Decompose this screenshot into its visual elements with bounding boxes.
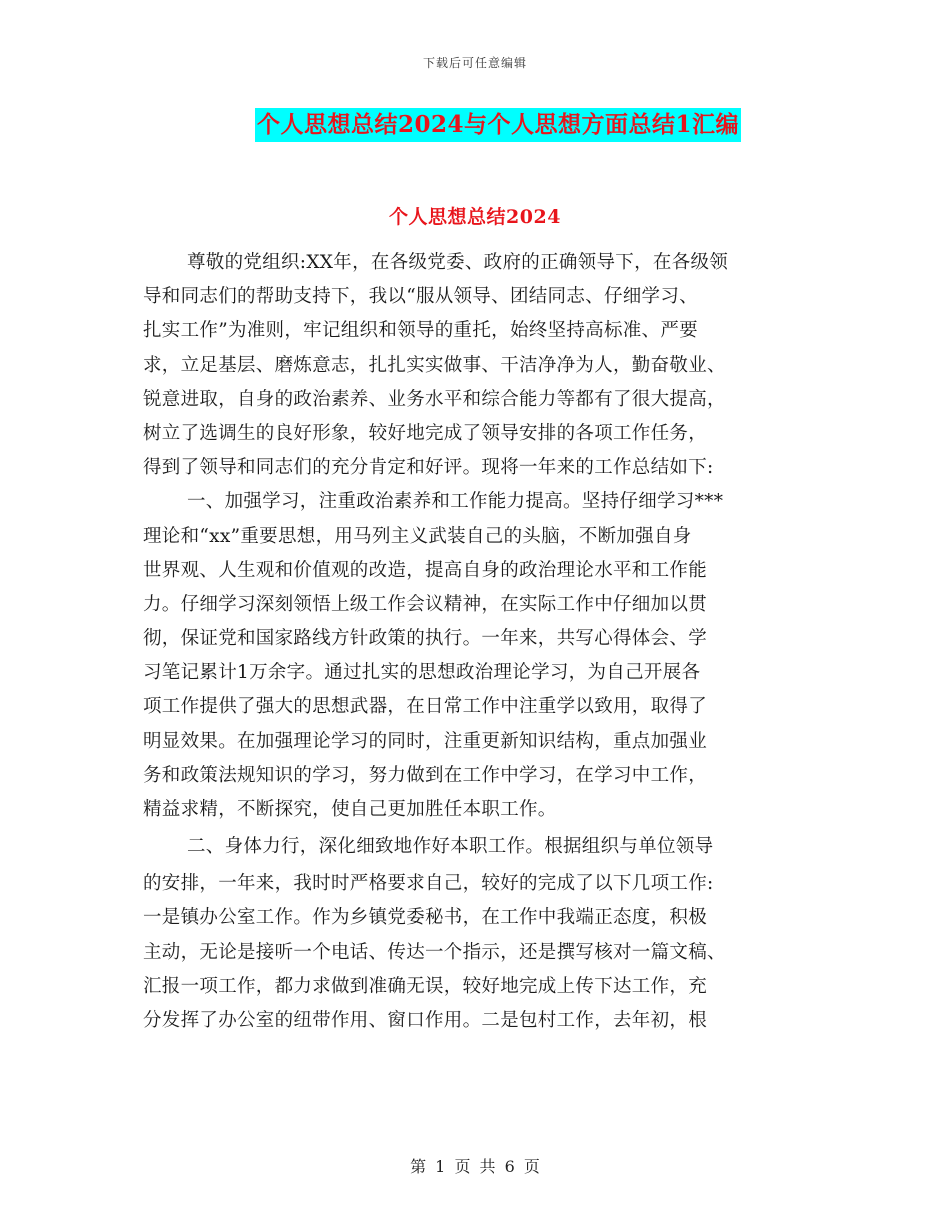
paragraph-line: 世界观、人生观和价值观的改造，提高自身的政治理论水平和工作能	[143, 559, 708, 581]
paragraph-line: 的安排，一年来，我时时严格要求自己，较好的完成了以下几项工作:	[143, 873, 714, 895]
page-number-footer: 第 1 页 共 6 页	[410, 1157, 540, 1176]
paragraph-line: 精益求精，不断探究，使自己更加胜任本职工作。	[143, 799, 557, 820]
paragraph-line: 求，立足基层、磨炼意志，扎扎实实做事、干洁净净为人，勤奋敬业、	[143, 354, 726, 376]
paragraph-line: 明显效果。在加强理论学习的同时，注重更新知识结构，重点加强业	[143, 730, 708, 752]
paragraph-line: 理论和“xx”重要思想，用马列主义武装自己的头脑，不断加强自身	[143, 525, 692, 547]
paragraph-line: 树立了选调生的良好形象，较好地完成了领导安排的各项工作任务，	[143, 422, 708, 444]
paragraph-line: 习笔记累计1万余字。通过扎实的思想政治理论学习，为自己开展各	[143, 662, 701, 684]
paragraph-line: 项工作提供了强大的思想武器，在日常工作中注重学以致用，取得了	[143, 696, 708, 718]
paragraph-line: 扎实工作”为准则，牢记组织和领导的重托，始终坚持高标准、严要	[143, 320, 698, 342]
section-title: 个人思想总结2024	[389, 206, 561, 228]
page-header-note: 下载后可任意编辑	[422, 56, 527, 70]
paragraph-line: 一是镇办公室工作。作为乡镇党委秘书，在工作中我端正态度，积极	[143, 907, 708, 929]
paragraph-line: 力。仔细学习深刻领悟上级工作会议精神，在实际工作中仔细加以贯	[143, 593, 708, 615]
document-body	[143, 246, 808, 1038]
paragraph-line: 分发挥了办公室的纽带作用、窗口作用。二是包村工作，去年初，根	[143, 1009, 708, 1031]
paragraph-line: 一、加强学习，注重政治素养和工作能力提高。坚持仔细学习***	[187, 491, 724, 513]
paragraph-line: 二、身体力行，深化细致地作好本职工作。根据组织与单位领导	[187, 836, 714, 858]
paragraph-line: 导和同志们的帮助支持下，我以“服从领导、团结同志、仔细学习、	[143, 286, 698, 308]
paragraph-line: 务和政策法规知识的学习，努力做到在工作中学习，在学习中工作，	[143, 764, 708, 786]
document-title: 个人思想总结2024与个人思想方面总结1汇编	[255, 108, 741, 142]
document-title-container	[0, 108, 950, 142]
paragraph-line: 锐意进取，自身的政治素养、业务水平和综合能力等都有了很大提高，	[143, 388, 726, 410]
paragraph-line: 得到了领导和同志们的充分肯定和好评。现将一年来的工作总结如下:	[143, 457, 714, 479]
paragraph-line: 彻，保证党和国家路线方针政策的执行。一年来，共写心得体会、学	[143, 628, 708, 650]
paragraph-line: 汇报一项工作，都力求做到准确无误，较好地完成上传下达工作，充	[143, 975, 708, 997]
paragraph-line: 尊敬的党组织:XX年，在各级党委、政府的正确领导下，在各级领	[187, 252, 729, 273]
paragraph-line: 主动，无论是接听一个电话、传达一个指示，还是撰写核对一篇文稿、	[143, 941, 726, 963]
